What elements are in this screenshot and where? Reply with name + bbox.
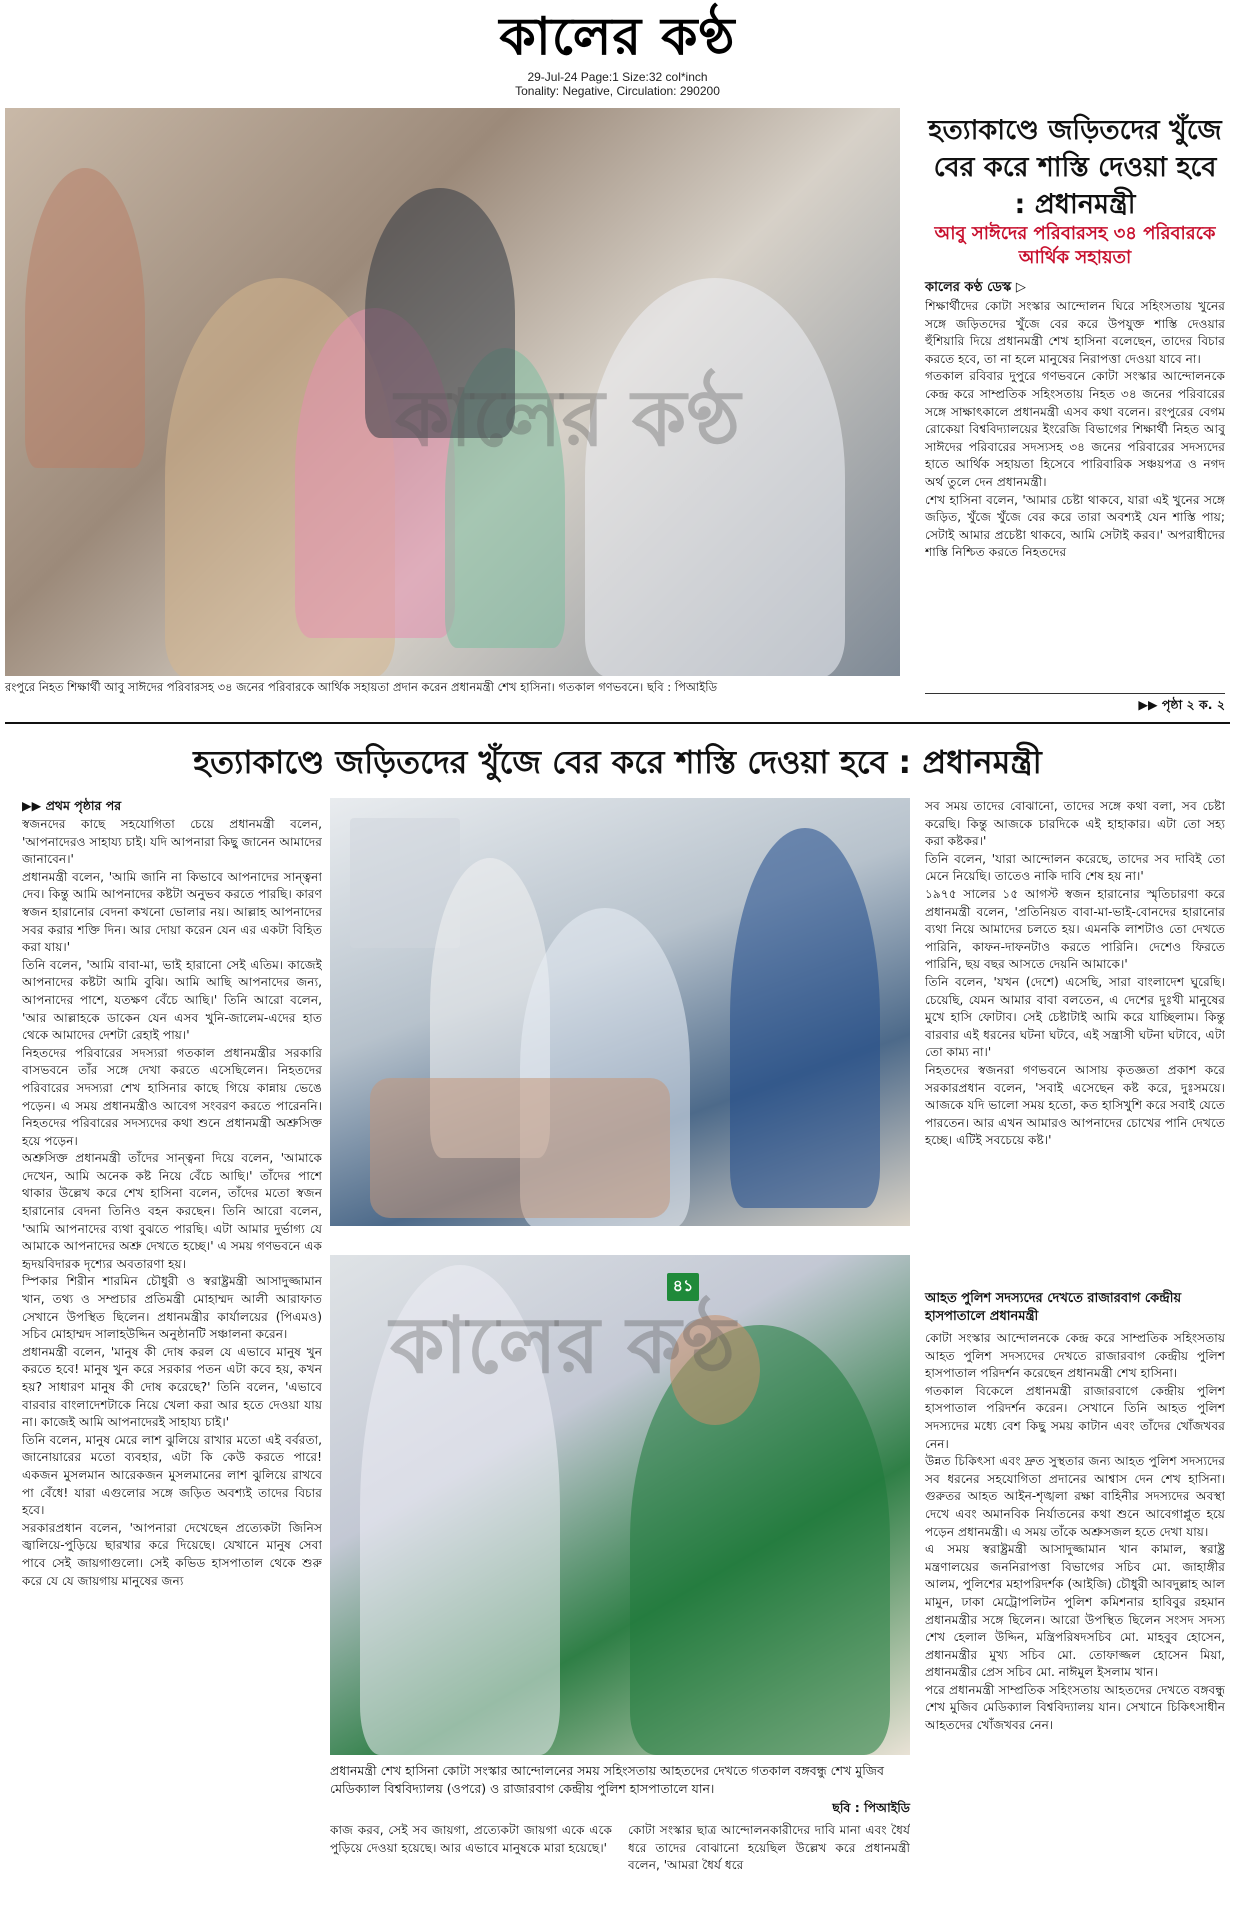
col1-paragraph: সরকারপ্রধান বলেন, 'আপনারা দেখেছেন প্রত্যেকটা জিনিস জ্বালিয়ে-পুড়িয়ে ছারখার করে দিয়েছে। যেখানে মানুষ সেবা পাবে সেই জায়গাগুলো। সেই কভিড হাসপাতাল থেকে শুরু করে যে যে জায়গায় মানুষের জন্য	[22, 1520, 322, 1588]
masthead-title: কালের কণ্ঠ	[499, 7, 736, 67]
col4-paragraph: তিনি বলেন, 'যখন (দেশে) এসেছি, সারা বাংলাদেশ ঘুরেছি। চেয়েছি, যেমন আমার বাবা বলতেন, এ দেশের দুঃখী মানুষের মুখে হাসি ফোটাব। সেই চেষ্টাটাই আমি করে যাচ্ছিলাম। কিন্তু বারবার এই ধরনের ঘটনা ঘটবে, এই সন্ত্রাসী ঘটনা ঘটাবে, এটা তো কাম্য না।'	[925, 974, 1225, 1060]
jump-link[interactable]: ▶▶ পৃষ্ঠা ২ ক. ২	[1138, 697, 1225, 712]
col2-paragraph: কাজ করব, সেই সব জায়গা, প্রত্যেকটা জায়গা একে একে পুড়িয়ে দেওয়া হয়েছে। আর এভাবে মানুষকে মারা হয়েছে।'	[330, 1823, 612, 1855]
col4-paragraph: সব সময় তাদের বোঝানো, তাদের সঙ্গে কথা বলা, সব চেষ্টা করেছি। কিন্তু আজকে চারদিকে এই হাহাকার। এটা তো সহ্য করা কষ্টকর।'	[925, 799, 1225, 849]
meta-line-date: 29-Jul-24 Page:1 Size:32 col*inch	[527, 70, 708, 84]
column-1	[22, 816, 322, 1910]
hospital-photos-credit: ছবি : পিআইডি	[832, 1800, 910, 1815]
continued-from: ▶▶ প্রথম পৃষ্ঠার পর	[22, 798, 122, 813]
col1-paragraph: অশ্রুসিক্ত প্রধানমন্ত্রী তাঁদের সান্ত্বনা দিয়ে বলেন, 'আমাকে দেখেন, আমি অনেক কষ্ট নিয়ে বেঁচে আছি।' তাঁদের পাশে থাকার উল্লেখ করে শেখ হাসিনা বলেন, তাঁদের মতো স্বজন হারানোর বেদনা তিনিও বহন করছেন। তিনি আরো বলেন, 'আমি আপনাদের ব্যথা বুঝতে পারছি। এটা আমার দুর্ভাগ্য যে আমাকে আপনাদের অশ্রু দেখতে হচ্ছে।' এ সময় গণভবনে এক হৃদয়বিদারক দৃশ্যের অবতারণা হয়।	[22, 1151, 322, 1271]
col1-paragraph: স্বজনদের কাছে সহযোগিতা চেয়ে প্রধানমন্ত্রী বলেন, 'আপনাদেরও সাহায্য চাই। যদি আপনারা কিছু জানেন আমাদের জানাবেন।'	[22, 817, 322, 867]
hospital-photo-upper	[330, 798, 910, 1226]
column-4	[925, 798, 1225, 1278]
police-paragraph: গতকাল বিকেলে প্রধানমন্ত্রী রাজারবাগে কেন্দ্রীয় পুলিশ হাসপাতাল পরিদর্শন করেন। সেখানে তিনি আহত পুলিশ সদস্যদের মধ্যে বেশ কিছু সময় কাটান এবং তাঁদের খোঁজখবর নেন।	[925, 1383, 1225, 1451]
police-paragraph: উন্নত চিকিৎসা এবং দ্রুত সুস্থতার জন্য আহত পুলিশ সদস্যদের সব ধরনের সহযোগিতা প্রদানের আশ্বাস দেন শেখ হাসিনা। গুরুতর আহত আইন-শৃঙ্খলা রক্ষা বাহিনীর সদস্যদের অবস্থা দেখে এবং অমানবিক নির্যাতনের কথা শুনে আবেগাপ্লুত হয়ে পড়েন প্রধানমন্ত্রী। এ সময় তাঁকে অশ্রুসজল হতে দেখা যায়।	[925, 1454, 1225, 1539]
col1-paragraph: স্পিকার শিরীন শারমিন চৌধুরী ও স্বরাষ্ট্রমন্ত্রী আসাদুজ্জামান খান, তথ্য ও সম্প্রচার প্রতিমন্ত্রী মোহাম্মদ আলী আরাফাত সেখানে উপস্থিত ছিলেন। প্রধানমন্ত্রীর কার্যালয়ের (পিএমও) সচিব মোহাম্মদ সালাহউদ্দিন অনুষ্ঠানটি সঞ্চালনা করেন।	[22, 1274, 322, 1342]
col1-paragraph: তিনি বলেন, 'আমি বাবা-মা, ভাই হারানো সেই এতিম। কাজেই আপনাদের কষ্টটা আমি বুঝি। আমি আছি আপনাদের জন্য, আপনাদের পাশে, যতক্ষণ বেঁচে আছি।' তিনি আরো বলেন, 'আর আল্লাহকে ডাকেন যেন এসব খুনি-জালেম-এদের হাত থেকে আমাদের দেশটা রেহাই পায়।'	[22, 957, 322, 1043]
top-byline: কালের কণ্ঠ ডেস্ক ▷	[925, 280, 1026, 295]
police-paragraph: পরে প্রধানমন্ত্রী সাম্প্রতিক সহিংসতায় আহতদের দেখতে বঙ্গবন্ধু শেখ মুজিব মেডিক্যাল বিশ্ববিদ্যালয় যান। সেখানে চিকিৎসাধীন আহতদের খোঁজখবর নেন।	[925, 1682, 1225, 1733]
hospital-photo-lower	[330, 1255, 910, 1755]
column-3-bottom	[628, 1822, 910, 1910]
lower-photo-watermark: কালের কণ্ঠ	[390, 1301, 736, 1391]
police-story	[925, 1330, 1225, 1910]
top-paragraph: গতকাল রবিবার দুপুরে গণভবনে কোটা সংস্কার আন্দোলনকে কেন্দ্র করে সাম্প্রতিক সহিংসতায় নিহত ৩৪ জনের পরিবারের সঙ্গে সাক্ষাৎকালে প্রধানমন্ত্রী এসব কথা বলেন। রংপুরের বেগম রোকেয়া বিশ্ববিদ্যালয়ের ইংরেজি বিভাগের শিক্ষার্থী নিহত আবু সাঈদের পরিবারের সদস্যসহ ৩৪ জনের পরিবারের সদস্যদের হাতে আর্থিক সহায়তা হিসেবে পারিবারিক সঞ্চয়পত্র ও নগদ অর্থ তুলে দেন প্রধানমন্ত্রী।	[925, 369, 1225, 489]
col1-paragraph: নিহতদের পরিবারের সদস্যরা গতকাল প্রধানমন্ত্রীর সরকারি বাসভবনে তাঁর সঙ্গে দেখা করতে এসেছিলেন। নিহতদের পরিবারের সদস্যরা শেখ হাসিনার কাছে গিয়ে কান্নায় ভেঙে পড়েন। এ সময় প্রধানমন্ত্রীও আবেগ সংবরণ করতে পারেননি। নিহতদের পরিবারের সদস্যদের কথা শুনে প্রধানমন্ত্রী অশ্রুসিক্ত হয়ে পড়েন।	[22, 1045, 322, 1148]
top-paragraph: শেখ হাসিনা বলেন, 'আমার চেষ্টা থাকবে, যারা এই খুনের সঙ্গে জড়িত, খুঁজে খুঁজে বের করে তারা অবশ্যই যেন শাস্তি পায়; সেটাই আমার প্রচেষ্টা থাকবে, আমি সেটাই করব।' অপরাধীদের শাস্তি নিশ্চিত করতে নিহতদের	[925, 492, 1225, 560]
top-paragraph: শিক্ষার্থীদের কোটা সংস্কার আন্দোলন ঘিরে সহিংসতায় খুনের সঙ্গে জড়িতদের খুঁজে বের করে উপযুক্ত শাস্তি দেওয়ার হুঁশিয়ারি দিয়ে প্রধানমন্ত্রী শেখ হাসিনা বলেছেন, তাদের বিচার করতে হবে, তা না হলে মানুষের নিরাপত্তা দেওয়া যাবে না।	[925, 299, 1225, 366]
col3-paragraph: কোটা সংস্কার ছাত্র আন্দোলনকারীদের দাবি মানা এবং ধৈর্য ধরে তাদের বোঝানো হয়েছিল উল্লেখ করে প্রধানমন্ত্রী বলেন, 'আমরা ধৈর্য ধরে	[628, 1823, 910, 1873]
top-subheadline: আবু সাঈদের পরিবারসহ ৩৪ পরিবারকে আর্থিক সহায়তা	[934, 223, 1216, 268]
top-photo-caption: রংপুরে নিহত শিক্ষার্থী আবু সাঈদের পরিবারসহ ৩৪ জনের পরিবারকে আর্থিক সহায়তা প্রদান করেন প্রধানমন্ত্রী শেখ হাসিনা। গতকাল গণভবনে। ছবি : পিআইডি	[5, 680, 718, 694]
police-paragraph: কোটা সংস্কার আন্দোলনকে কেন্দ্র করে সাম্প্রতিক সহিংসতায় আহত পুলিশ সদস্যদের দেখতে রাজারবাগ কেন্দ্রীয় পুলিশ হাসপাতাল পরিদর্শন করেছেন প্রধানমন্ত্রী শেখ হাসিনা।	[925, 1331, 1225, 1381]
hospital-photos-caption: প্রধানমন্ত্রী শেখ হাসিনা কোটা সংস্কার আন্দোলনের সময় সহিংসতায় আহতদের দেখতে গতকাল বঙ্গবন্ধু শেখ মুজিব মেডিক্যাল বিশ্ববিদ্যালয় (ওপরে) ও রাজারবাগ কেন্দ্রীয় পুলিশ হাসপাতালে যান।	[330, 1763, 884, 1796]
top-photo	[5, 108, 900, 676]
jump-rule	[925, 693, 1225, 694]
col1-paragraph: প্রধানমন্ত্রী বলেন, 'মানুষ কী দোষ করল যে এভাবে মানুষ খুন করতে হবে! মানুষ খুন করে সরকার পতন এটা কবে হয়, কখন হয়? সাধারণ মানুষ কী দোষ করেছে?' তিনি বলেন, 'এভাবে বারবার বাংলাদেশটাকে নিয়ে খেলা করা আর হতে দেওয়া যায় না। কাজেই আমি আপনাদেরই সাহায্য চাই।'	[22, 1344, 322, 1430]
col4-paragraph: তিনি বলেন, 'যারা আন্দোলন করেছে, তাদের সব দাবিই তো মেনে নিয়েছি। তাতেও নাকি দাবি শেষ হয় না।'	[925, 851, 1225, 884]
meta-line-tonality: Tonality: Negative, Circulation: 290200	[515, 84, 720, 98]
top-story-body	[925, 298, 1225, 688]
bed-number-badge: ৪১	[667, 1273, 699, 1301]
column-2-bottom	[330, 1822, 612, 1910]
col4-paragraph: ১৯৭৫ সালের ১৫ আগস্ট স্বজন হারানোর স্মৃতিচারণা করে প্রধানমন্ত্রী বলেন, 'প্রতিনিয়ত বাবা-মা-ভাই-বোনদের হারানোর ব্যথা নিয়ে আমাদের চলতে হয়। এমনকি লাশটাও তো দেখতে পারিনি, কাফন-দাফনটাও করতে পারিনি। দেশেও ফিরতে পারিনি, ছয় বছর আসতে দেয়নি আমাকে।'	[925, 886, 1225, 972]
section-divider	[5, 722, 1230, 724]
top-headline: হত্যাকাণ্ডে জড়িতদের খুঁজে বের করে শাস্তি দেওয়া হবে : প্রধানমন্ত্রী	[928, 115, 1222, 220]
col1-paragraph: প্রধানমন্ত্রী বলেন, 'আমি জানি না কিভাবে আপনাদের সান্ত্বনা দেব। কিন্তু আমি আপনাদের কষ্টটা অনুভব করতে পারছি। কারণ স্বজন হারানোর বেদনা কখনো ভোলার নয়। আল্লাহ আপনাদের সবর করার শক্তি দিন। আর দোয়া করেন যেন এর একটা বিহিত করা যায়।'	[22, 869, 322, 955]
col4-paragraph: নিহতদের স্বজনরা গণভবনে আসায় কৃতজ্ঞতা প্রকাশ করে সরকারপ্রধান বলেন, 'সবাই এসেছেন কষ্ট করে, দুঃসময়ে। আজকে যদি ভালো সময় হতো, কত হাসিখুশি করে সবাই যেতে পারতেন। আর এখন আমারও আপনাদের চোখের পানি দেখতে হচ্ছে। এটিই সবচেয়ে কষ্ট।'	[925, 1062, 1225, 1148]
col1-paragraph: তিনি বলেন, মানুষ মেরে লাশ ঝুলিয়ে রাখার মতো এই বর্বরতা, জানোয়ারের মতো ব্যবহার, এটা কি কেউ করতে পারে! একজন মুসলমান আরেকজন মুসলমানের লাশ ঝুলিয়ে রাখবে পা বেঁধে! যারা এগুলোর সঙ্গে জড়িত অবশ্যই তাদের বিচার হবে।	[22, 1432, 322, 1518]
police-paragraph: এ সময় স্বরাষ্ট্রমন্ত্রী আসাদুজ্জামান খান কামাল, স্বরাষ্ট্র মন্ত্রণালয়ের জননিরাপত্তা বিভাগের সচিব মো. জাহাঙ্গীর আলম, পুলিশের মহাপরিদর্শক (আইজি) চৌধুরী আবদুল্লাহ আল মামুন, ঢাকা মেট্রোপলিটন পুলিশ কমিশনার হাবিবুর রহমান প্রধানমন্ত্রীর সঙ্গে ছিলেন। আরো উপস্থিত ছিলেন সংসদ সদস্য শেখ হেলাল উদ্দিন, মন্ত্রিপরিষদসচিব মো. মাহবুব হোসেন, প্রধানমন্ত্রীর মুখ্য সচিব মো. তোফাজ্জল হোসেন মিয়া, প্রধানমন্ত্রীর প্রেস সচিব মো. নাঈমুল ইসলাম খান।	[925, 1542, 1225, 1680]
police-subhead: আহত পুলিশ সদস্যদের দেখতে রাজারবাগ কেন্দ্রীয় হাসপাতালে প্রধানমন্ত্রী	[925, 1291, 1182, 1324]
photo-watermark: কালের কণ্ঠ	[395, 374, 741, 464]
continued-headline: হত্যাকাণ্ডে জড়িতদের খুঁজে বের করে শাস্তি দেওয়া হবে : প্রধানমন্ত্রী	[193, 743, 1042, 781]
